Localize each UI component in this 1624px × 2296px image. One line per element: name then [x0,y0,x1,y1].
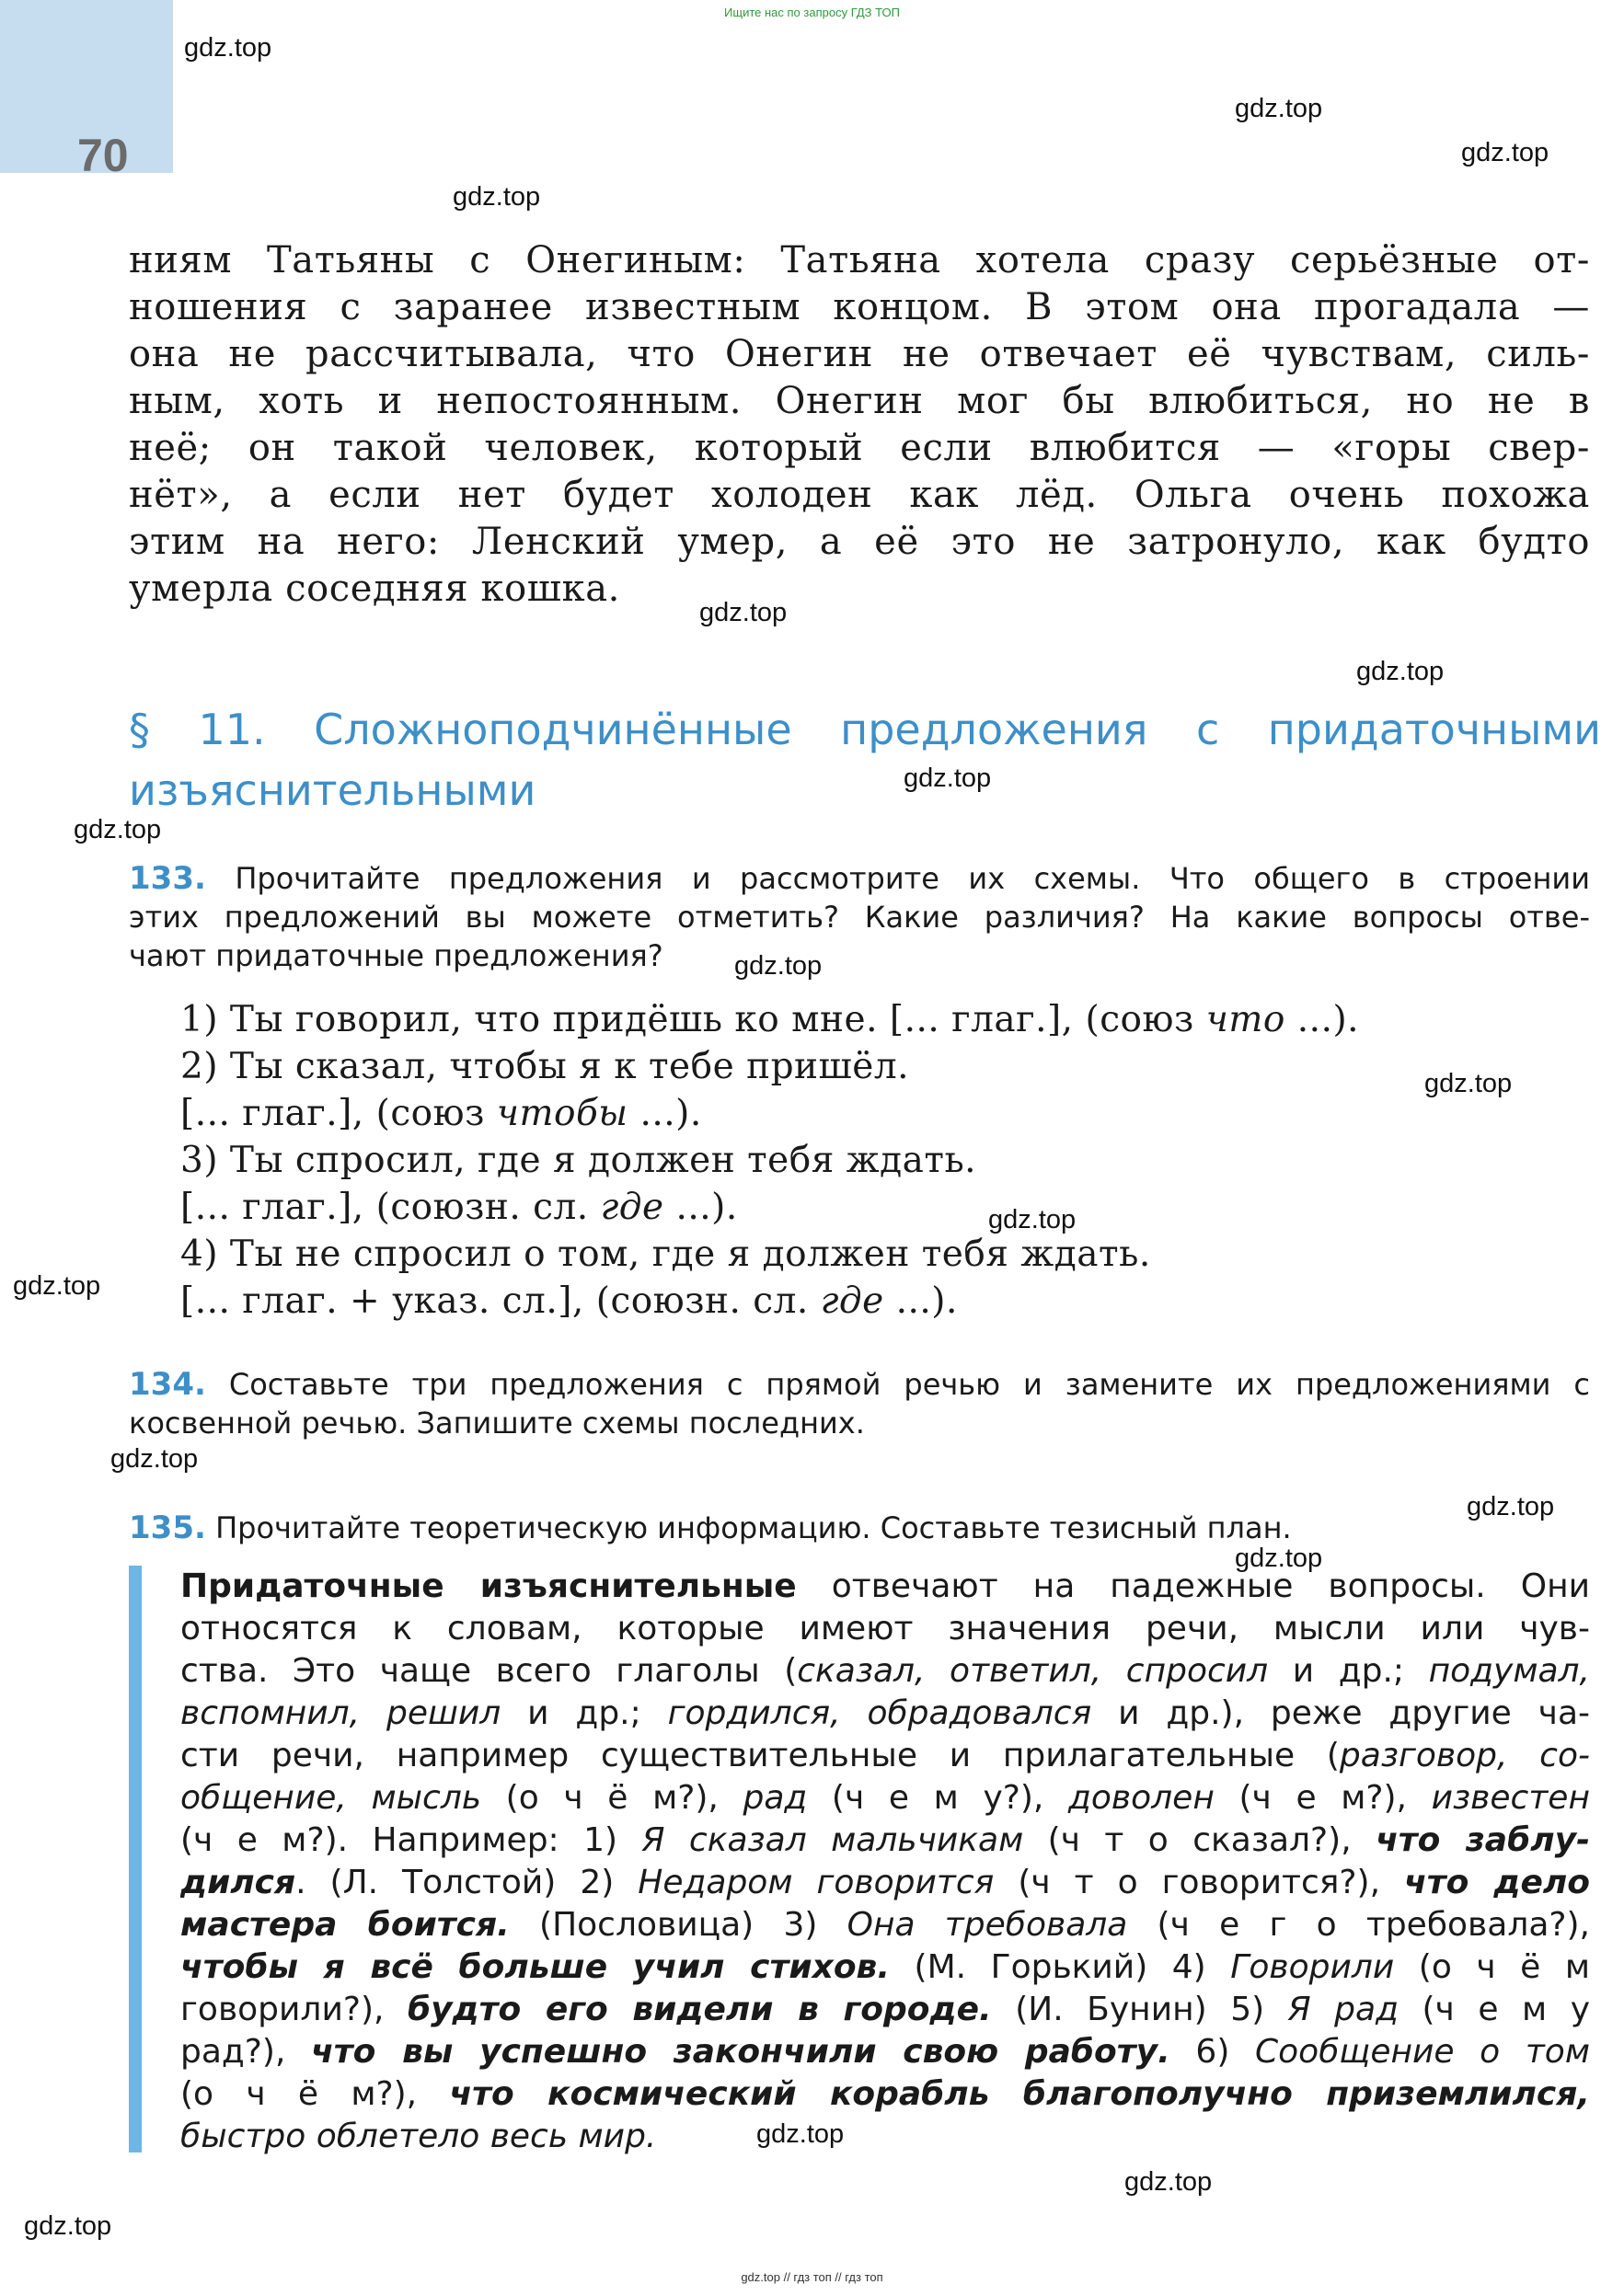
top-note: Ищите нас по запросу ГДЗ ТОП [724,6,900,19]
theory-line: (ч е м?). Например: 1) Я сказал мальчикам (ч т о сказал?), что заблу- [180,1821,1590,1859]
watermark: gdz.top [904,763,992,793]
text-line: умерла соседняя кошка. [129,568,620,610]
theory-line: говорили?), будто его видели в городе. (И. Бунин) 5) Я рад (ч е м у [180,1991,1590,2028]
watermark: gdz.top [110,1444,199,1474]
task-134 [129,1365,1590,1442]
theory-line: сти речи, например существительные и прилагательные (разговор, со- [180,1737,1590,1774]
text-line: ниям Татьяны с Онегиным: Татьяна хотела сразу серьёзные от- [129,239,1590,281]
text-line: ношения с заранее известным концом. В этом она прогадала — [129,286,1590,328]
theory-line: вспомнил, решил и др.; гордился, обрадовался и др.), реже другие ча- [180,1694,1590,1732]
intro-paragraph [129,237,1590,613]
task-133 [129,859,1590,975]
theory-accent-bar [129,1566,142,2152]
task-line: чают придаточные предложения? [129,938,663,973]
watermark: gdz.top [13,1271,101,1301]
watermark: gdz.top [1124,2167,1213,2197]
watermark: gdz.top [1424,1069,1513,1098]
task-line: 134. Составьте три предложения с прямой речью и замените их предложениями с [129,1366,1590,1403]
page-number: 70 [77,130,129,181]
task-line: 135. Прочитайте теоретическую информацию. Составьте тезисный план. [129,1510,1292,1546]
text-line: она не рассчитывала, что Онегин не отвечает её чувствам, силь- [129,333,1590,375]
watermark: gdz.top [988,1205,1077,1234]
watermark: gdz.top [24,2211,112,2241]
example-scheme: [... глаг.], (союз чтобы ...). [180,1093,702,1134]
section-title-line: изъяснительными [129,765,536,807]
theory-line: чтобы я всё больше учил стихов. (М. Горький) 4) Говорили (о ч ё м [180,1948,1590,1986]
theory-line: быстро облетело весь мир. [180,2118,657,2155]
watermark: gdz.top [734,951,823,981]
example-scheme: [... глаг. + указ. сл.], (союзн. сл. где ...). [180,1280,958,1322]
theory-line: (о ч ё м?), что космический корабль благополучно приземлился, [180,2075,1590,2113]
watermark: gdz.top [1467,1492,1555,1521]
task-number: 135. [129,1510,206,1546]
task-line: этих предложений вы можете отметить? Какие различия? На какие вопросы отве- [129,900,1590,935]
watermark: gdz.top [1235,1544,1323,1573]
watermark: gdz.top [184,33,272,63]
text-line: этим на него: Ленский умер, а её это не затронуло, как будто [129,521,1590,563]
watermark: gdz.top [1235,94,1323,123]
theory-line: дился. (Л. Толстой) 2) Недаром говорится (ч т о говорится?), что дело [180,1864,1590,1901]
task-number: 133. [129,860,206,897]
theory-line: рад?), что вы успешно закончили свою работу. 6) Сообщение о том [180,2033,1590,2071]
task-135 [129,1509,1590,1547]
watermark: gdz.top [1461,138,1549,167]
watermark: gdz.top [74,815,162,844]
bottom-note: gdz.top // гдз топ // гдз топ [741,2270,883,2284]
example-line: 3) Ты спросил, где я должен тебя ждать. [180,1140,977,1181]
theory-line: Придаточные изъяснительные отвечают на падежные вопросы. Они [180,1567,1590,1605]
theory-line: мастера боится. (Пословица) 3) Она требовала (ч е г о требовала?), [180,1906,1590,1944]
example-sentences [180,996,1590,1325]
theory-line: ства. Это чаще всего глаголы (сказал, ответил, спросил и др.; подумал, [180,1652,1590,1690]
watermark: gdz.top [1356,657,1445,686]
section-title-line: § 11. Сложноподчинённые предложения с придаточными [129,705,1601,754]
task-line: косвенной речью. Запишите схемы последних. [129,1406,865,1441]
example-line: 2) Ты сказал, чтобы я к тебе пришёл. [180,1046,910,1087]
section-title [129,699,1601,807]
watermark: gdz.top [756,2119,845,2149]
theory-line: общение, мысль (о ч ё м?), рад (ч е м у?), доволен (ч е м?), известен [180,1779,1590,1817]
theory-line: относятся к словам, которые имеют значения речи, мысли или чув- [180,1610,1590,1647]
example-line: 1) Ты говорил, что придёшь ко мне. [... глаг.], (союз что ...). [180,999,1360,1040]
text-line: ным, хоть и непостоянным. Онегин мог бы влюбиться, но не в [129,380,1590,422]
example-scheme: [... глаг.], (союзн. сл. где ...). [180,1187,738,1228]
text-line: неё; он такой человек, который если влюбится — «горы свер- [129,427,1590,469]
theory-block [180,1566,1590,2158]
task-number: 134. [129,1366,206,1403]
example-line: 4) Ты не спросил о том, где я должен тебя ждать. [180,1234,1151,1275]
text-line: нёт», а если нет будет холоден как лёд. Ольга очень похожа [129,474,1590,516]
watermark: gdz.top [453,182,541,212]
watermark: gdz.top [699,598,788,627]
task-line: 133. Прочитайте предложения и рассмотрите их схемы. Что общего в строении [129,860,1590,897]
